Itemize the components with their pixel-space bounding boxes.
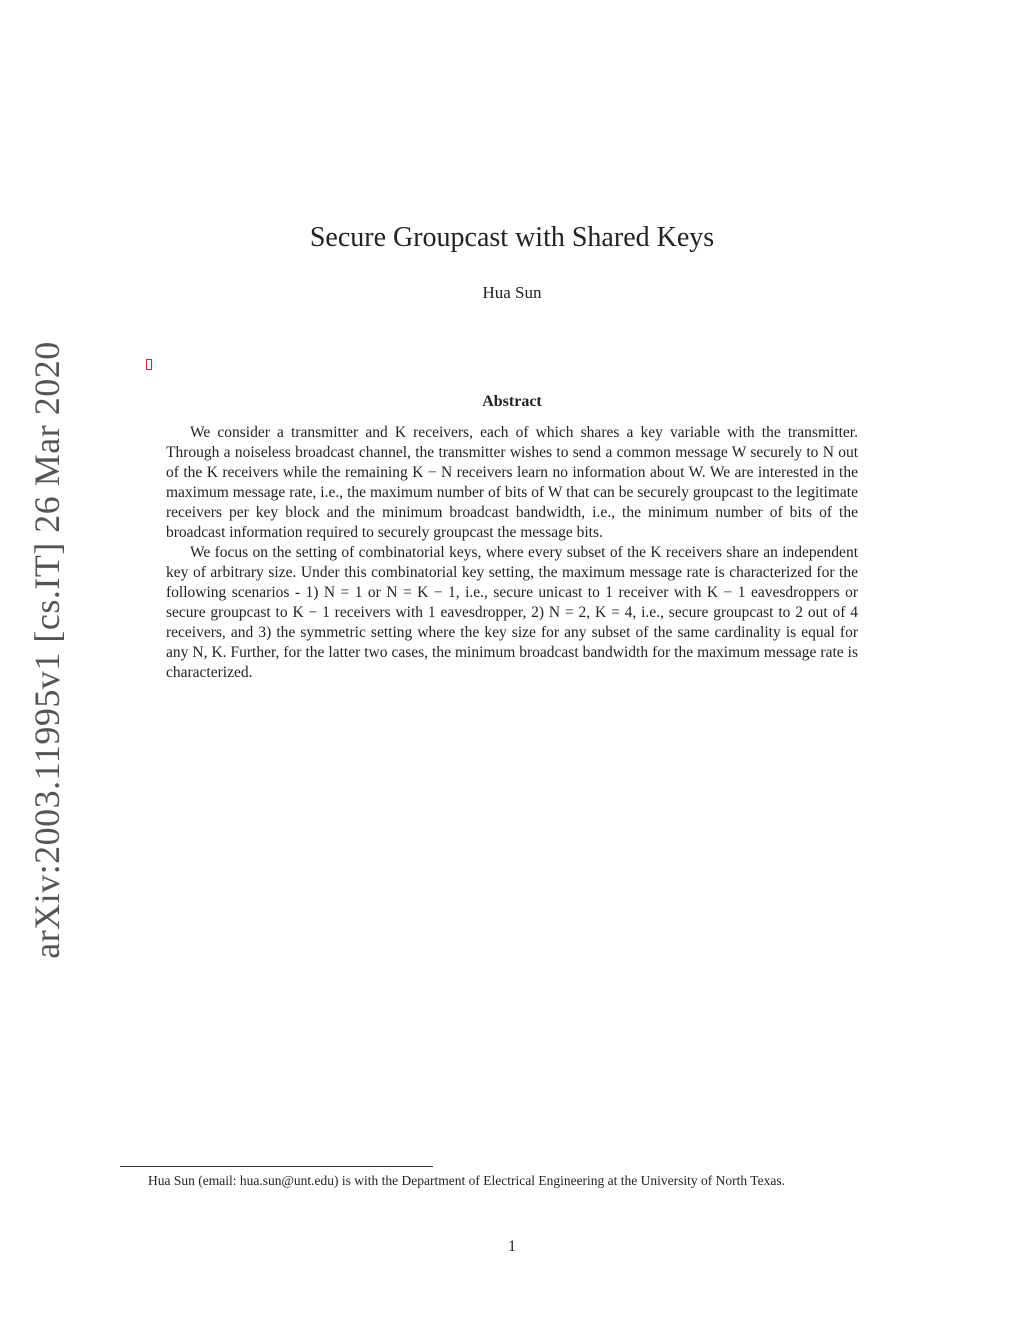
- arxiv-identifier-text: arXiv:2003.11995v1 [cs.IT] 26 Mar 2020: [27, 341, 67, 959]
- abstract-body: [166, 423, 858, 683]
- arxiv-identifier-stamp: [22, 341, 72, 959]
- footnote-rule: [120, 1166, 433, 1167]
- red-link-marker[interactable]: [146, 359, 152, 370]
- abstract-paragraph: We consider a transmitter and K receivers, each of which shares a key variable with the transmitter. Through a noiseless broadcast channel, the transmitter wishes to send a common message W securely to N out of the K receivers while the remaining K − N receivers learn no information about W. We are interested in the maximum message rate, i.e., the maximum number of bits of W that can be securely groupcast to the legitimate receivers per key block and the minimum broadcast bandwidth, i.e., the minimum number of bits of the broadcast information required to securely groupcast the message bits.: [166, 424, 858, 541]
- abstract-paragraph: We focus on the setting of combinatorial keys, where every subset of the K receivers share an independent key of arbitrary size. Under this combinatorial key setting, the maximum message rate is characterized for the following scenarios - 1) N = 1 or N = K − 1, i.e., secure unicast to 1 receiver with K − 1 eavesdroppers or secure groupcast to K − 1 receivers with 1 eavesdropper, 2) N = 2, K = 4, i.e., secure groupcast to 2 out of 4 receivers, and 3) the symmetric setting where the key size for any subset of the same cardinality is equal for any N, K. Further, for the latter two cases, the minimum broadcast bandwidth for the maximum message rate is characterized.: [166, 544, 858, 681]
- footnote-text: Hua Sun (email: hua.sun@unt.edu) is with the Department of Electrical Engineering at the University of North Texas.: [148, 1173, 785, 1188]
- abstract-heading: Abstract: [482, 393, 542, 410]
- paper-title: Secure Groupcast with Shared Keys: [309, 222, 715, 253]
- paper-author: Hua Sun: [482, 283, 542, 302]
- footnote: [120, 1171, 905, 1190]
- page-number: 1: [508, 1238, 516, 1255]
